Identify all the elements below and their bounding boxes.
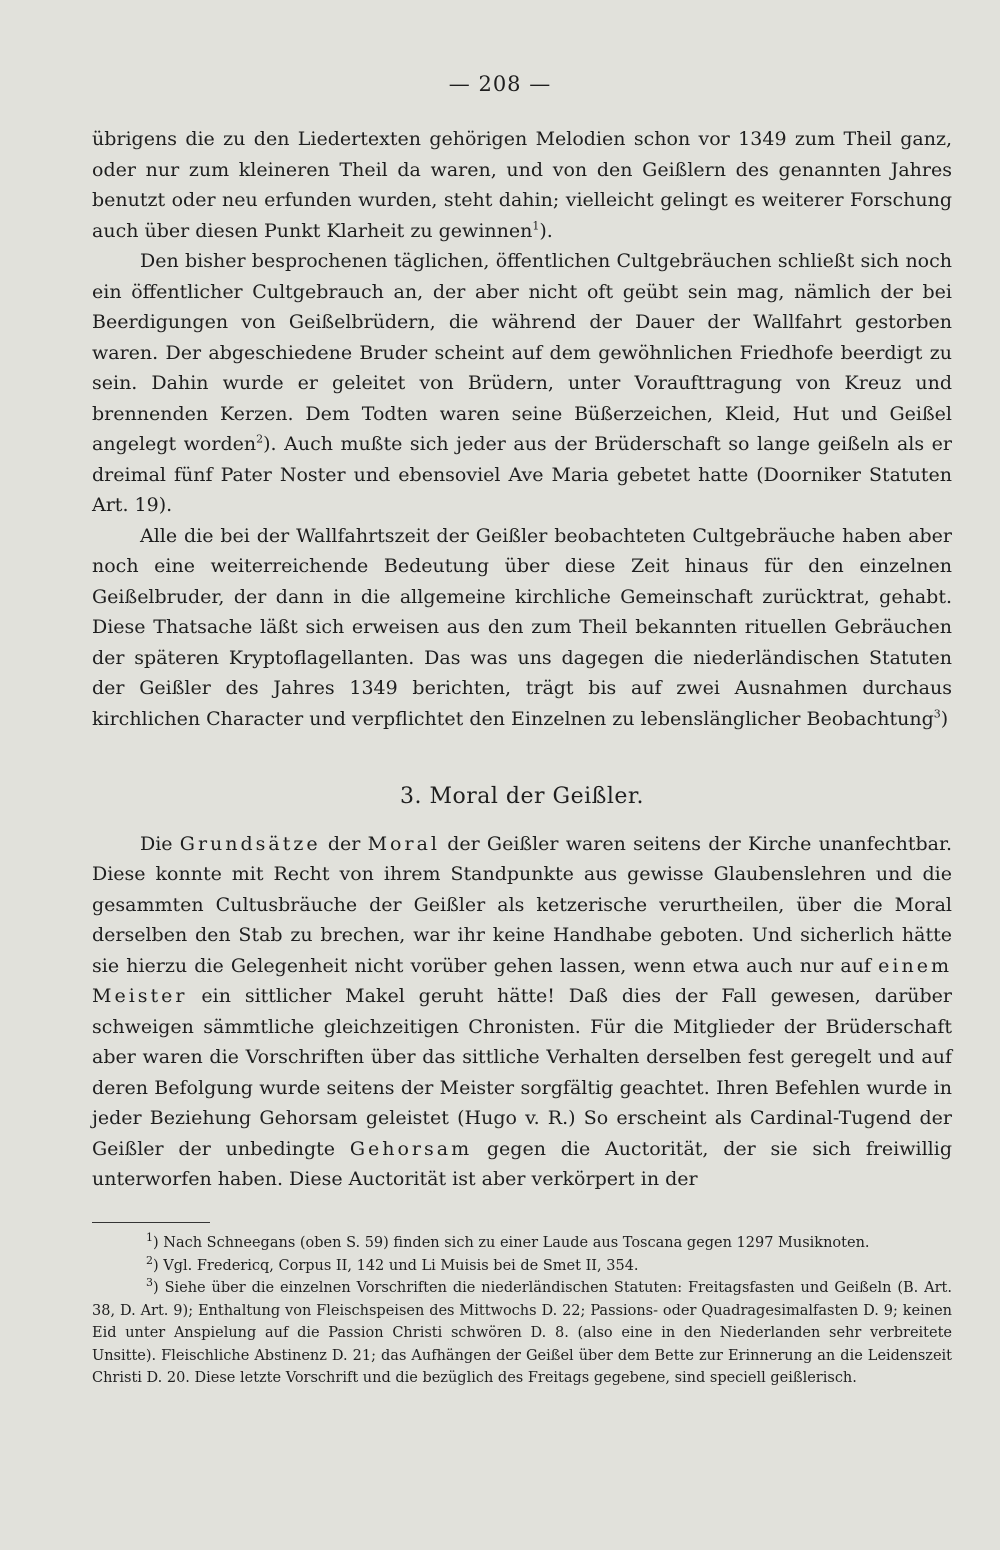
spaced-emphasis: Moral [367,832,440,855]
paragraph-moral: Die Grundsätze der Moral der Geißler waren seitens der Kirche unanfechtbar. Diese konnte mit Recht von ihrem Standpunkte aus gewisse Glaubenslehren und die gesammten Cultusbräuche der Geißler als ketzerische verurtheilen, über die Moral derselben den Stab zu brechen, war ihr keine Handhabe geboten. Und sicherlich hätte sie hierzu die Gelegenheit nicht vorüber gehen lassen, wenn etwa auch nur auf einem Meister ein sittlicher Makel geruht hätte! Daß dies der Fall gewesen, darüber schweigen sämmtliche gleichzeitigen Chronisten. Für die Mitglieder der Brüderschaft aber waren die Vorschriften über das sittliche Verhalten derselben fest geregelt und auf deren Befolgung wurde seitens der Meister sorgfältig geachtet. Ihren Befehlen wurde in jeder Beziehung Gehorsam geleistet (Hugo v. R.) So erscheint als Cardinal-Tugend der Geißler der unbedingte Gehorsam gegen die Auctorität, der sie sich freiwillig unterworfen haben. Diese Auctorität ist aber verkörpert in der [92,832,952,1190]
footnote-ref-1[interactable]: 1 [532,219,540,233]
footnote-ref-3[interactable]: 3 [933,707,941,721]
paragraph-continued: übrigens die zu den Liedertexten gehörigen Melodien schon vor 1349 zum Theil ganz, oder nur zum kleineren Theil da waren, und von den Geißlern des genannten Jahres benutzt oder neu erfunden wurden, steht dahin; vielleicht gelingt es weiterer Forschung auch über diesen Punkt Klarheit zu gewinnen$^1$). [92,128,952,242]
section-heading: 3. Moral der Geißler. [399,784,644,809]
main-text [92,124,952,1195]
paragraph-cult-practices: Alle die bei der Wallfahrtszeit der Geißler beobachteten Cultgebräuche haben aber noch eine weiterreichende Bedeutung über diese Zeit hinaus für den einzelnen Geißelbruder, der dann in die allgemeine kirchliche Gemeinschaft zurücktrat, gehabt. Diese Thatsache läßt sich erweisen aus den zum Theil bekannten rituellen Gebräuchen der späteren Kryptoflagellanten. Das was uns dagegen die niederländischen Statuten der Geißler des Jahres 1349 berichten, trägt bis auf zwei Ausnahmen durchaus kirchlichen Character und verpflichtet den Einzelnen zu lebenslänglicher Beobachtung$^3$) [92,524,952,730]
spaced-emphasis: einem Meister [92,954,952,1007]
footnotes [92,1232,952,1390]
footnote-1: $^1$) Nach Schneegans (oben S. 59) finden sich zu einer Laude aus Toscana gegen 1297 Musiknoten. [146,1231,870,1251]
spaced-emphasis: Gehorsam [349,1137,473,1160]
page-number: — 208 — [448,72,552,96]
footnote-2: $^2$) Vgl. Fredericq, Corpus II, 142 und Li Muisis bei de Smet II, 354. [146,1253,639,1274]
paragraph-burials: Den bisher besprochenen täglichen, öffentlichen Cultgebräuchen schließt sich noch ein öffentlicher Cultgebrauch an, der aber nicht oft geübt sein mag, nämlich der bei Beerdigungen von Geißelbrüdern, die während der Dauer der Wallfahrt gestorben waren. Der abgeschiedene Bruder scheint auf dem gewöhnlichen Friedhofe beerdigt zu sein. Dahin wurde er geleitet von Brüdern, unter Voraufttragung von Kreuz und brennenden Kerzen. Dem Todten waren seine Büßerzeichen, Kleid, Hut und Geißel angelegt worden$^2$). Auch mußte sich jeder aus der Brüderschaft so lange geißeln als er dreimal fünf Pater Noster und ebensoviel Ave Maria gebetet hatte (Doorniker Statuten Art. 19). [92,250,952,516]
footnote-ref-2[interactable]: 2 [256,432,264,446]
footnote-3: $^3$) Siehe über die einzelnen Vorschriften die niederländischen Statuten: Freitagsfasten und Geißeln (B. Art. 38, D. Art. 9); Enthaltung von Fleischspeisen des Mittwochs D. 22; Passions- oder Quadragesimalfasten D. 9; keinen Eid unter Anspielung auf die Passion Christi schwören D. 8. (also eine in den Niederlanden sehr verbreitete Unsitte). Fleischliche Abstinenz D. 21; das Aufhängen der Geißel über dem Bette zur Erinnerung an die Leidenszeit Christi D. 20. Diese letzte Vorschrift und die bezüglich des Freitags gegebene, sind speciell geißlerisch. [92,1276,952,1386]
spaced-emphasis: Grundsätze [179,832,321,855]
footnote-divider [92,1222,210,1223]
